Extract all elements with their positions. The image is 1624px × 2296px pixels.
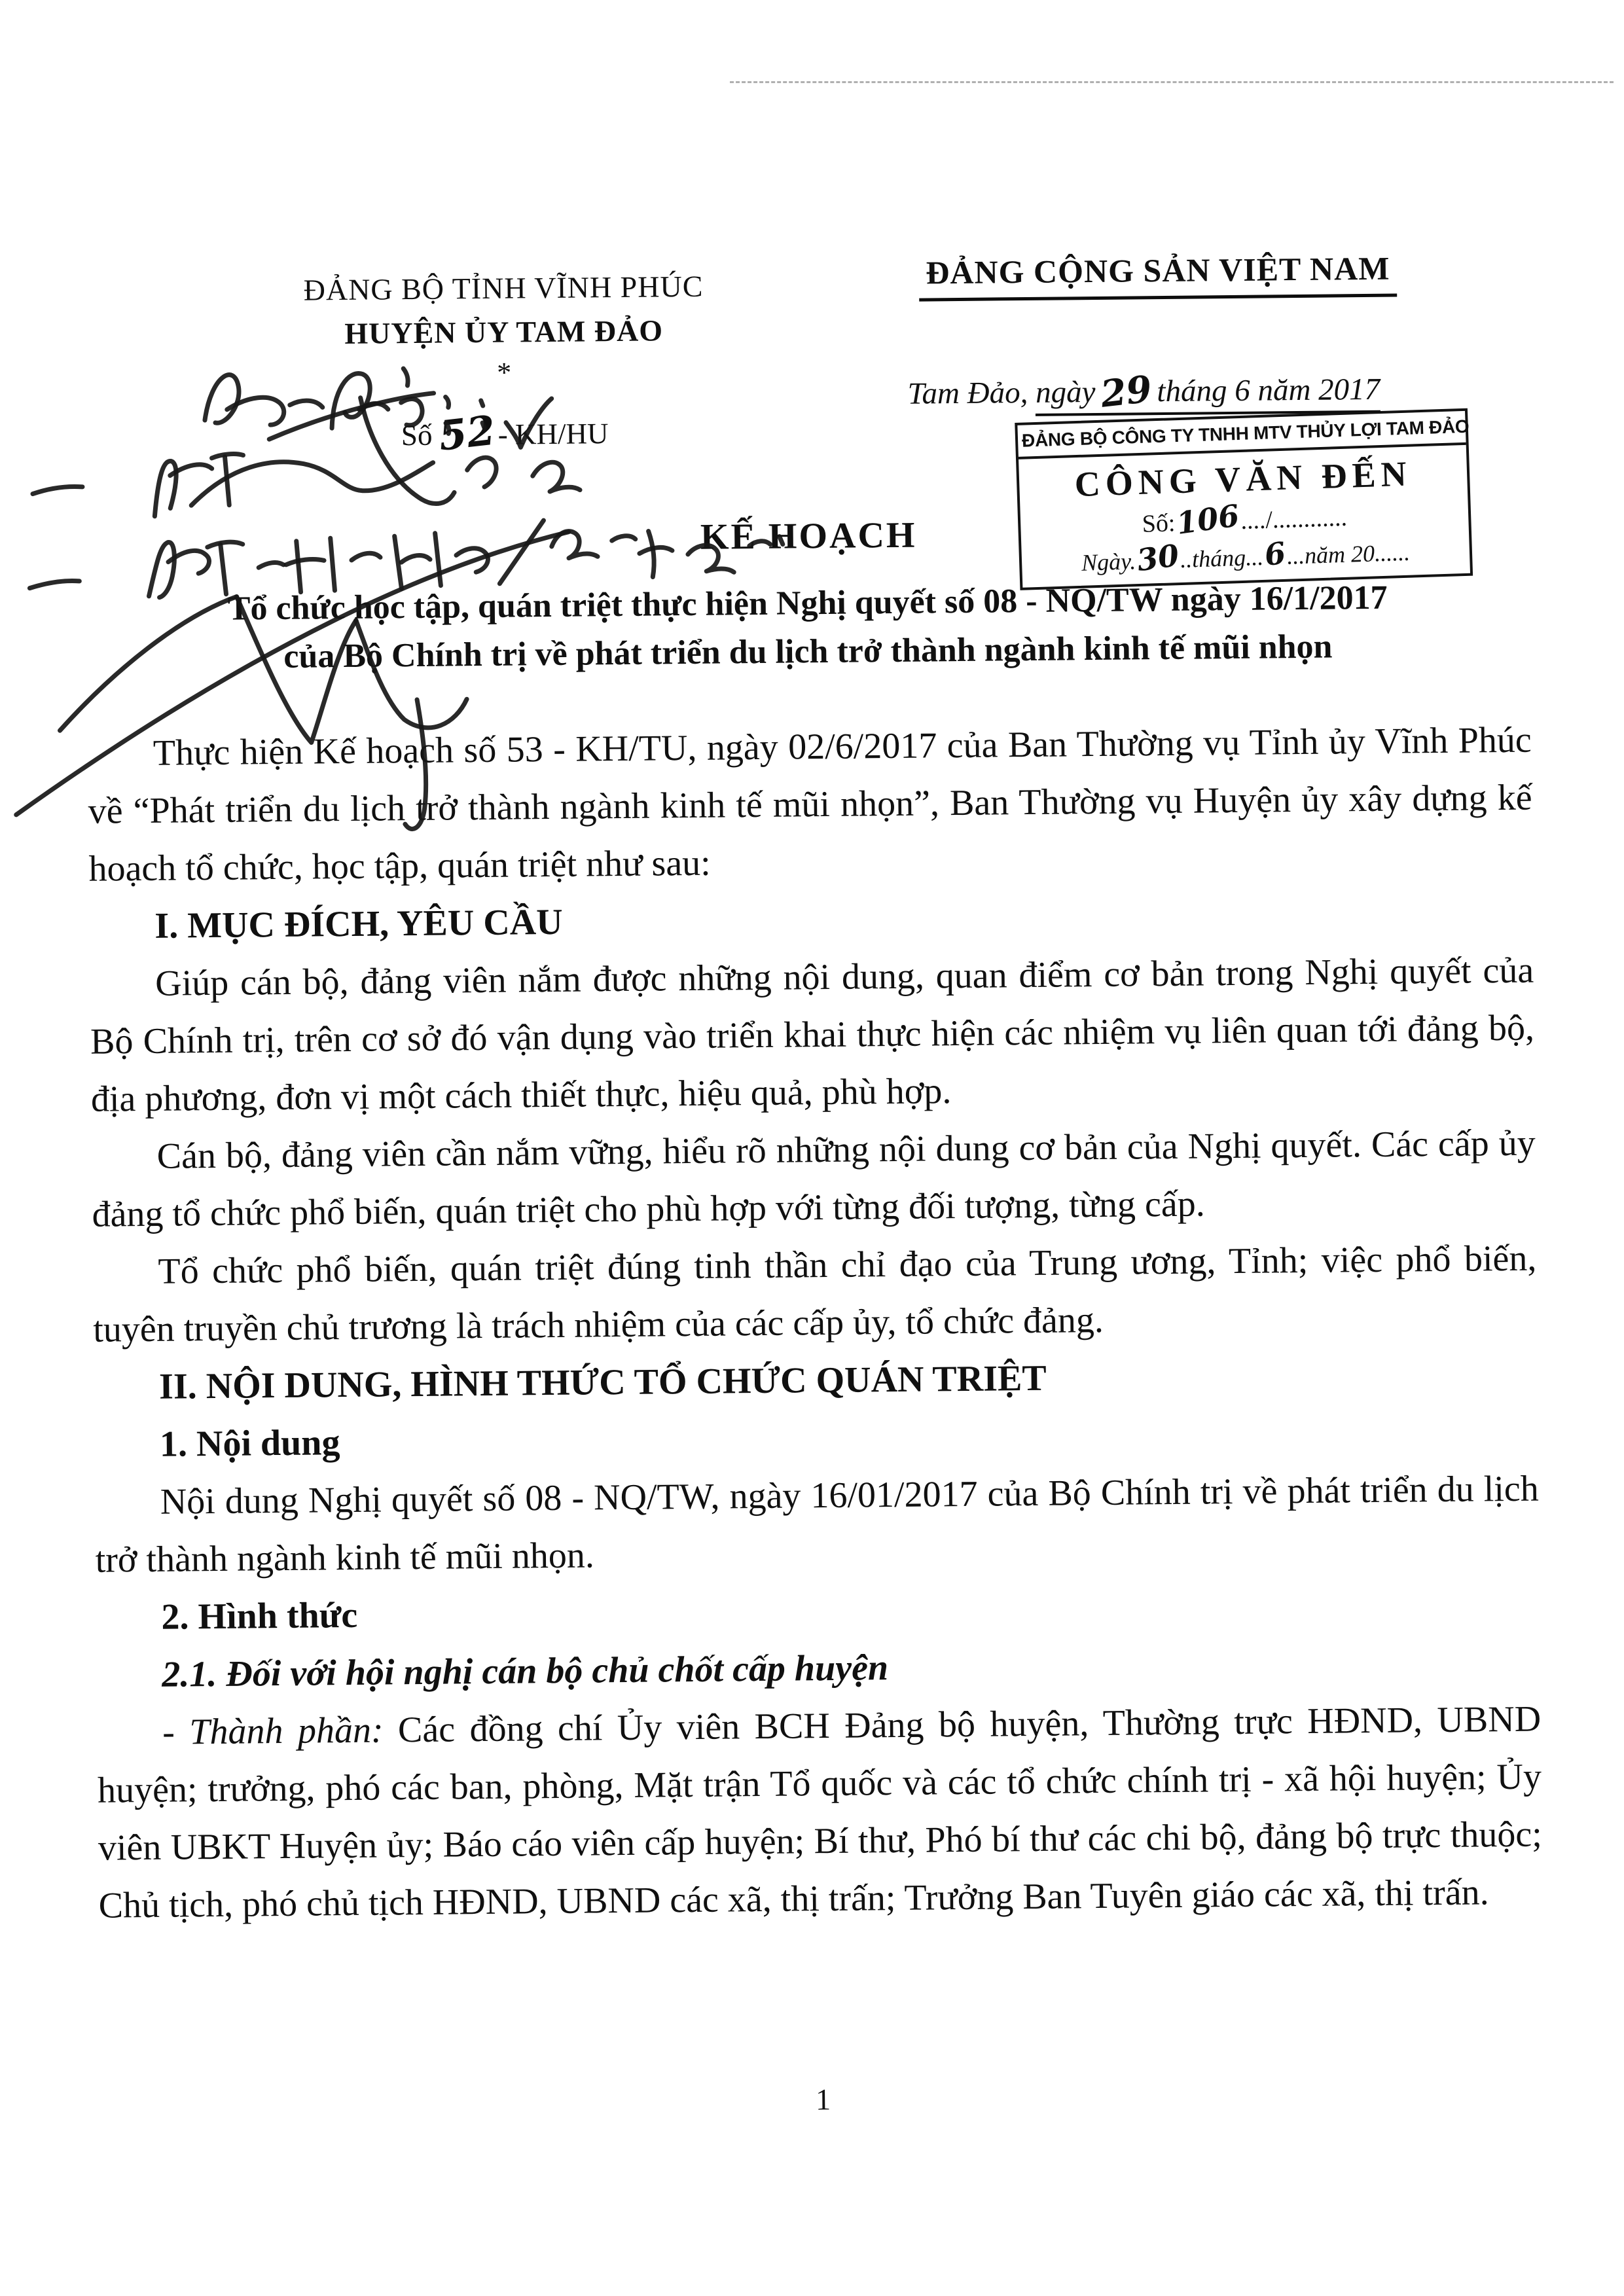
stamp-number-dots: ..../............ (1240, 503, 1348, 535)
document-title (100, 573, 1515, 683)
document-number-handwritten: 52 (436, 406, 498, 460)
date-day-handwritten: 29 (1098, 367, 1154, 416)
subsection-content-heading: 1. Nội dung (159, 1422, 340, 1465)
stamp-date-mid: ..tháng... (1180, 543, 1264, 573)
paragraph-purpose-3: Tổ chức phổ biến, quán triệt đúng tinh thần chỉ đạo của Trung ương, Tỉnh; việc phổ biến, tuyên truyền chủ trương là trách nhiệm của các cấp ủy, tổ chức đảng. (92, 1238, 1537, 1350)
document-title-line2: của Bộ Chính trị về phát triển du lịch trở thành ngành kinh tế mũi nhọn (283, 628, 1333, 675)
stamp-date-suffix: ...năm 20...... (1286, 539, 1411, 569)
participants-text: Các đồng chí Ủy viên BCH Đảng bộ huyện, Thường trực HĐND, UBND huyện; trưởng, phó các ban, phòng, Mặt trận Tổ quốc và các tổ chức chính trị - xã hội huyện; Ủy viên UBKT Huyện ủy; Báo cáo viên cấp huyện; Bí thư, Phó bí thư các chi bộ, đảng bộ trực thuộc; Chủ tịch, phó chủ tịch HĐND, UBND các xã, thị trấn; Trưởng Ban Tuyên giáo các xã, thị trấn. (97, 1698, 1543, 1926)
document-number-suffix: - KH/HU (497, 417, 609, 451)
party-name-line: ĐẢNG CỘNG SẢN VIỆT NAM (919, 249, 1397, 302)
date-place: Tam Đảo, (907, 375, 1028, 411)
stamp-org-name: ĐẢNG BỘ CÔNG TY TNHH MTV THỦY LỢI TAM ĐẢO (1017, 411, 1466, 459)
org-parent-name: ĐẢNG BỘ TỈNH VĨNH PHÚC (303, 269, 704, 307)
date-rest: tháng 6 năm 2017 (1157, 372, 1380, 409)
org-separator-star: * (497, 356, 512, 389)
incoming-document-stamp (1015, 408, 1473, 590)
paragraph-intro: Thực hiện Kế hoạch số 53 - KH/TU, ngày 02/6/2017 của Ban Thường vụ Tỉnh ủy Vĩnh Phúc về “Phát triển du lịch trở thành ngành kinh tế mũi nhọn”, Ban Thường vụ Huyện ủy xây dựng kế hoạch tổ chức, học tập, quán triệt như sau: (88, 719, 1532, 889)
page-number: 1 (815, 2082, 832, 2117)
stamp-date-prefix: Ngày. (1081, 548, 1136, 576)
paragraph-purpose-1: Giúp cán bộ, đảng viên nắm được những nội dung, quan điểm cơ bản trong Nghị quyết của Bộ Chính trị, trên cơ sở đó vận dụng vào triển khai thực hiện các nhiệm vụ liên quan tới đảng bộ, địa phương, đơn vị một cách thiết thực, hiệu quả, phù hợp. (90, 950, 1535, 1120)
participants-label: - Thành phần: (162, 1710, 399, 1753)
place-date-line (844, 364, 1473, 416)
document-type-heading: KẾ HOẠCH (700, 514, 917, 558)
stamp-date-month-handwritten: 6 (1262, 535, 1288, 573)
stamp-title: CÔNG VĂN ĐẾN (1074, 454, 1413, 505)
section-1-heading: I. MỤC ĐÍCH, YÊU CẦU (154, 901, 563, 946)
paragraph-participants (97, 1691, 1543, 1935)
issuing-org-block (268, 268, 741, 460)
section-2-heading: II. NỘI DUNG, HÌNH THỨC TỔ CHỨC QUÁN TRIỆT (158, 1357, 1047, 1407)
subsection-form-heading: 2. Hình thức (161, 1594, 358, 1638)
stamp-number-handwritten: 106 (1174, 497, 1242, 541)
subsection-2-1-heading: 2.1. Đối với hội nghị cán bộ chủ chốt cấp huyện (162, 1647, 889, 1695)
stamp-date-day-handwritten: 30 (1134, 537, 1182, 579)
paragraph-content: Nội dung Nghị quyết số 08 - NQ/TW, ngày 16/01/2017 của Bộ Chính trị về phát triển du lịch trở thành ngành kinh tế mũi nhọn. (95, 1468, 1540, 1581)
national-header-block (844, 248, 1473, 416)
document-number-label: Số (401, 418, 433, 452)
date-underlined-segment (1035, 367, 1380, 416)
stamp-number-label: Số: (1142, 509, 1176, 538)
date-word-ngay: ngày (1035, 374, 1096, 410)
document-body (87, 711, 1543, 1935)
document-title-line1: Tổ chức học tập, quán triệt thực hiện Nghị quyết số 08 - NQ/TW ngày 16/1/2017 (227, 579, 1388, 628)
org-name: HUYỆN ỦY TAM ĐẢO (344, 314, 664, 350)
document-number-line (269, 404, 741, 460)
paragraph-purpose-2: Cán bộ, đảng viên cần nắm vững, hiểu rõ những nội dung cơ bản của Nghị quyết. Các cấp ủy đảng tổ chức phổ biến, quán triệt cho phù hợp với từng đối tượng, từng cấp. (92, 1122, 1536, 1235)
